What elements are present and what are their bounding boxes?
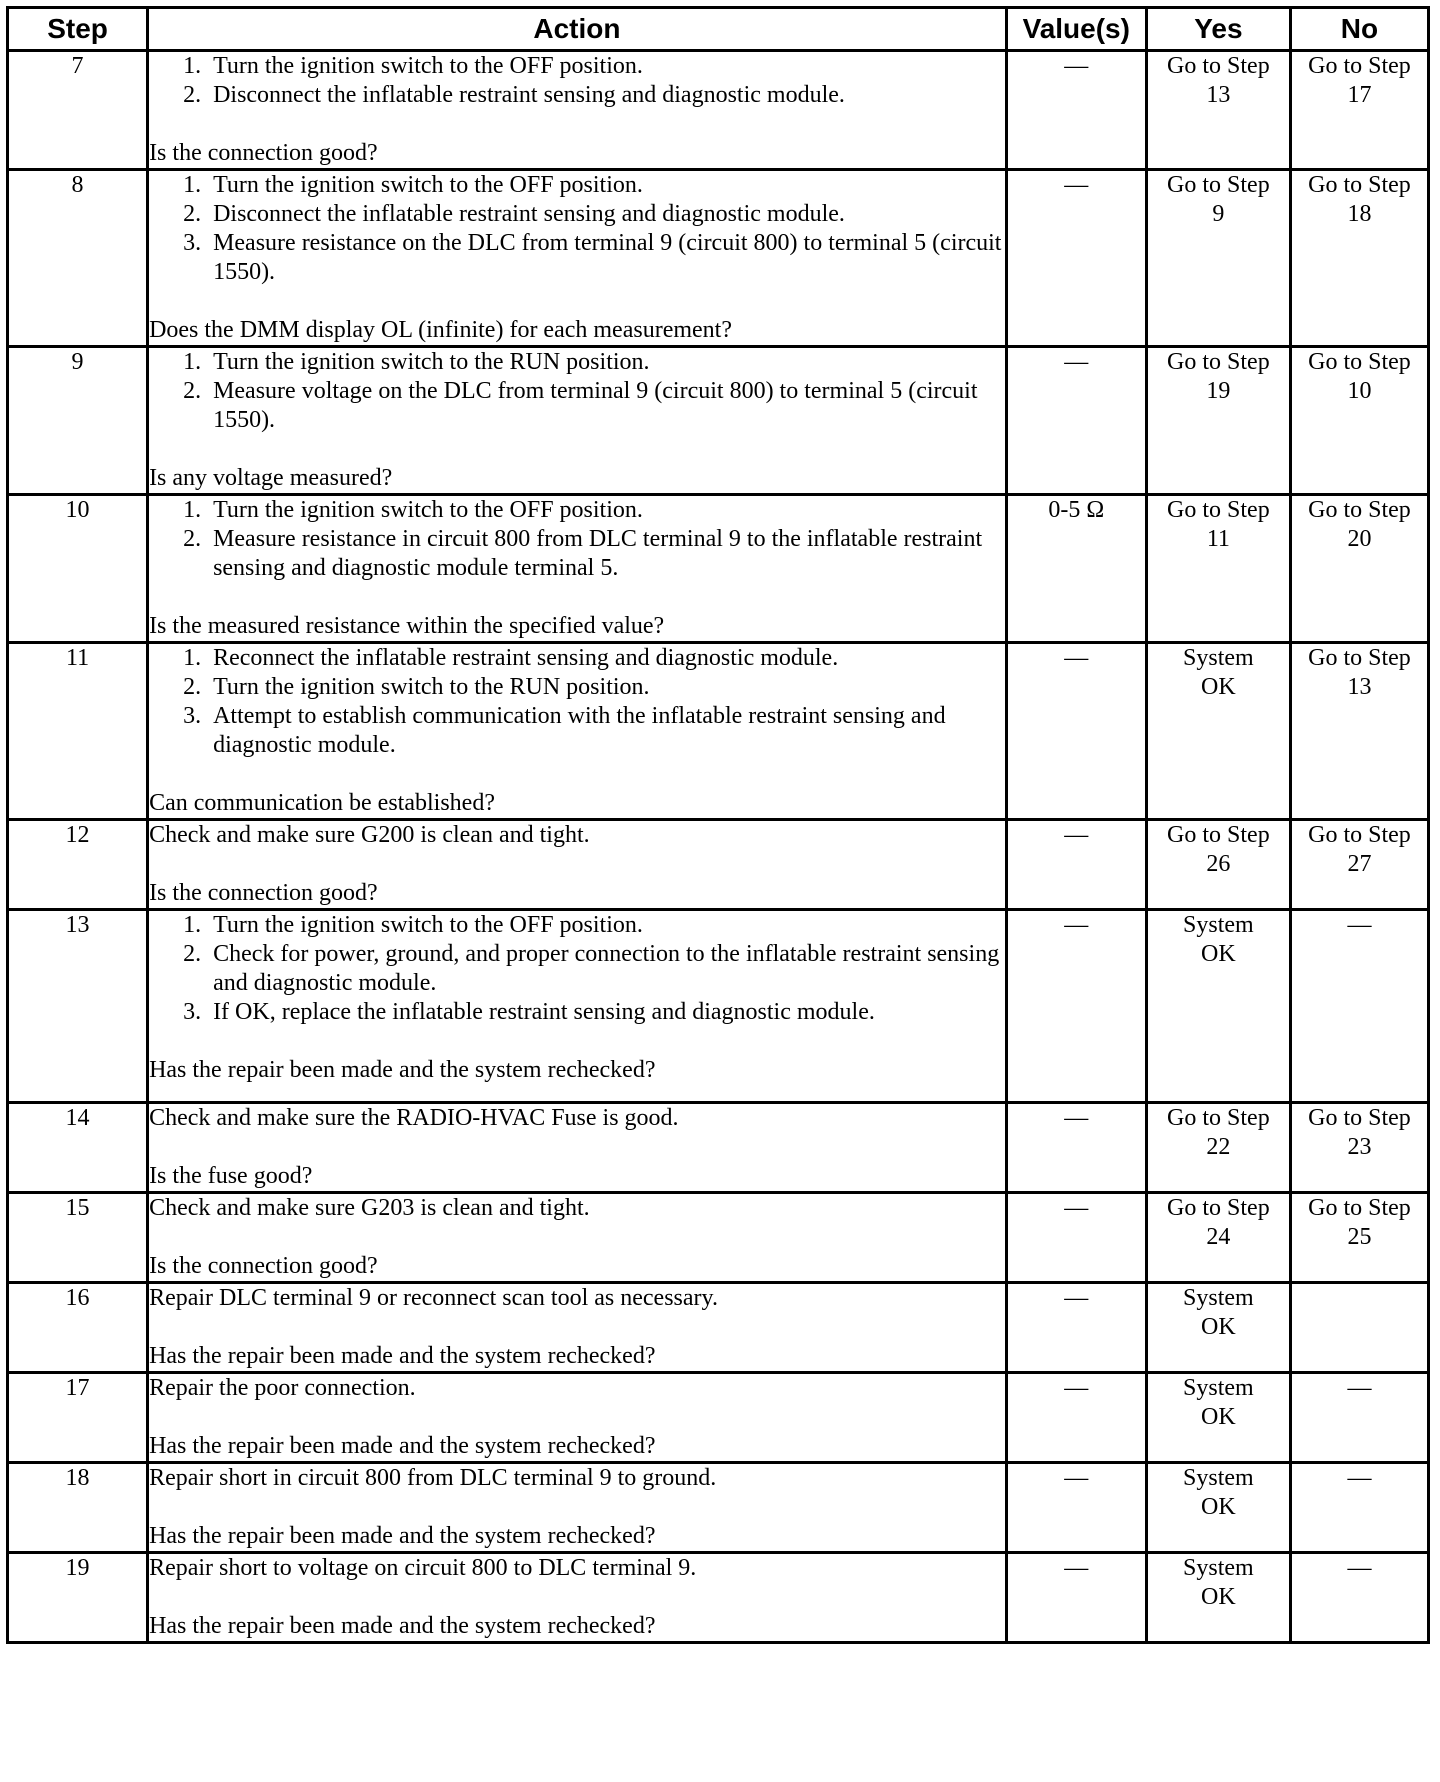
yes-cell	[1146, 495, 1290, 643]
yes-cell	[1146, 170, 1290, 347]
action-cell	[148, 51, 1007, 170]
action-text: Check and make sure the RADIO-HVAC Fuse is good.	[149, 1105, 679, 1131]
action-question: Is the measured resistance within the specified value?	[149, 613, 665, 639]
action-question: Can communication be established?	[149, 790, 495, 816]
action-step-item: 2. Measure resistance in circuit 800 from DLC terminal 9 to the inflatable restraint sensing and diagnostic module terminal 5.	[207, 525, 1005, 583]
no-cell	[1290, 51, 1428, 170]
no-line: Go to Step	[1308, 1195, 1411, 1221]
no-cell	[1290, 1103, 1428, 1193]
yes-cell	[1146, 643, 1290, 820]
no-line: 20	[1347, 526, 1372, 552]
yes-line: OK	[1201, 1584, 1236, 1610]
action-step-item: 1. Turn the ignition switch to the OFF position.	[207, 496, 1005, 525]
yes-line: System	[1183, 1375, 1254, 1401]
value-cell: —	[1006, 1283, 1146, 1373]
table-row	[8, 910, 1429, 1103]
yes-cell	[1146, 1463, 1290, 1553]
yes-line: 13	[1206, 82, 1231, 108]
value-cell: —	[1006, 51, 1146, 170]
no-line: 10	[1347, 378, 1372, 404]
step-number: 12	[8, 820, 148, 910]
yes-line: System	[1183, 645, 1254, 671]
yes-cell	[1146, 1553, 1290, 1643]
action-cell	[148, 170, 1007, 347]
yes-line: System	[1183, 1555, 1254, 1581]
no-cell	[1290, 1193, 1428, 1283]
no-line: Go to Step	[1308, 349, 1411, 375]
action-cell	[148, 347, 1007, 495]
yes-line: Go to Step	[1167, 349, 1270, 375]
no-cell	[1290, 495, 1428, 643]
yes-line: 26	[1206, 851, 1231, 877]
header-no: No	[1290, 8, 1428, 51]
action-question: Has the repair been made and the system rechecked?	[149, 1433, 656, 1459]
action-steps-list	[149, 171, 1005, 287]
yes-line: OK	[1201, 941, 1236, 967]
value-cell: —	[1006, 170, 1146, 347]
yes-cell	[1146, 1193, 1290, 1283]
yes-line: Go to Step	[1167, 822, 1270, 848]
action-steps-list	[149, 348, 1005, 435]
yes-cell	[1146, 1103, 1290, 1193]
no-line: 23	[1347, 1134, 1372, 1160]
step-number: 10	[8, 495, 148, 643]
table-row	[8, 820, 1429, 910]
yes-line: Go to Step	[1167, 1105, 1270, 1131]
action-step-item: 1. Turn the ignition switch to the OFF position.	[207, 171, 1005, 200]
value-cell: —	[1006, 1463, 1146, 1553]
no-line: —	[1347, 1465, 1372, 1491]
action-steps-list	[149, 52, 1005, 110]
step-number: 9	[8, 347, 148, 495]
step-number: 8	[8, 170, 148, 347]
no-line: Go to Step	[1308, 172, 1411, 198]
no-line: —	[1347, 1375, 1372, 1401]
table-row	[8, 1373, 1429, 1463]
table-row	[8, 1463, 1429, 1553]
value-cell: —	[1006, 1193, 1146, 1283]
no-cell	[1290, 910, 1428, 1103]
yes-cell	[1146, 820, 1290, 910]
table-row	[8, 347, 1429, 495]
action-steps-list	[149, 496, 1005, 583]
table-row	[8, 1553, 1429, 1643]
no-line: Go to Step	[1308, 497, 1411, 523]
action-step-item: 1. Turn the ignition switch to the RUN position.	[207, 348, 1005, 377]
value-cell: 0-5 Ω	[1006, 495, 1146, 643]
yes-line: 24	[1206, 1224, 1231, 1250]
action-step-item: 1. Turn the ignition switch to the OFF position.	[207, 911, 1005, 940]
yes-cell	[1146, 1283, 1290, 1373]
yes-line: Go to Step	[1167, 1195, 1270, 1221]
header-values: Value(s)	[1006, 8, 1146, 51]
no-line: —	[1347, 1555, 1372, 1581]
action-question: Does the DMM display OL (infinite) for each measurement?	[149, 317, 732, 343]
diagnostic-table	[6, 6, 1430, 1644]
action-step-item: 2. Disconnect the inflatable restraint sensing and diagnostic module.	[207, 200, 1005, 229]
step-number: 7	[8, 51, 148, 170]
table-row	[8, 1283, 1429, 1373]
table-row	[8, 51, 1429, 170]
table-row	[8, 643, 1429, 820]
action-cell	[148, 495, 1007, 643]
action-steps-list	[149, 644, 1005, 760]
no-cell	[1290, 347, 1428, 495]
value-cell: —	[1006, 1553, 1146, 1643]
yes-line: Go to Step	[1167, 497, 1270, 523]
yes-line: OK	[1201, 1404, 1236, 1430]
no-line: Go to Step	[1308, 53, 1411, 79]
value-cell: —	[1006, 347, 1146, 495]
action-cell	[148, 1283, 1007, 1373]
yes-cell	[1146, 347, 1290, 495]
yes-line: System	[1183, 1465, 1254, 1491]
action-question: Is the connection good?	[149, 140, 378, 166]
no-line: Go to Step	[1308, 822, 1411, 848]
action-step-item: 2. Check for power, ground, and proper connection to the inflatable restraint sensing and diagnostic module.	[207, 940, 1005, 998]
step-number: 19	[8, 1553, 148, 1643]
yes-cell	[1146, 910, 1290, 1103]
no-cell	[1290, 1373, 1428, 1463]
yes-line: 11	[1206, 526, 1230, 552]
yes-line: Go to Step	[1167, 53, 1270, 79]
value-cell: —	[1006, 1103, 1146, 1193]
step-number: 11	[8, 643, 148, 820]
action-step-item: 1. Reconnect the inflatable restraint sensing and diagnostic module.	[207, 644, 1005, 673]
value-cell: —	[1006, 820, 1146, 910]
no-line: 13	[1347, 674, 1372, 700]
action-cell	[148, 1553, 1007, 1643]
step-number: 16	[8, 1283, 148, 1373]
no-line: —	[1347, 912, 1372, 938]
table-row	[8, 1193, 1429, 1283]
yes-cell	[1146, 51, 1290, 170]
action-text: Repair the poor connection.	[149, 1375, 416, 1401]
yes-line: System	[1183, 1285, 1254, 1311]
action-text: Repair short in circuit 800 from DLC terminal 9 to ground.	[149, 1465, 717, 1491]
action-cell	[148, 1193, 1007, 1283]
action-question: Is any voltage measured?	[149, 465, 393, 491]
action-text: Repair DLC terminal 9 or reconnect scan tool as necessary.	[149, 1285, 718, 1311]
step-number: 15	[8, 1193, 148, 1283]
value-cell: —	[1006, 643, 1146, 820]
action-question: Has the repair been made and the system rechecked?	[149, 1057, 656, 1083]
yes-cell	[1146, 1373, 1290, 1463]
action-question: Is the connection good?	[149, 880, 378, 906]
header-row	[8, 8, 1429, 51]
action-step-item: 1. Turn the ignition switch to the OFF position.	[207, 52, 1005, 81]
value-cell: —	[1006, 1373, 1146, 1463]
yes-line: OK	[1201, 1494, 1236, 1520]
action-step-item: 3. Attempt to establish communication with the inflatable restraint sensing and diagnostic module.	[207, 702, 1005, 760]
step-number: 13	[8, 910, 148, 1103]
action-steps-list	[149, 911, 1005, 1027]
action-step-item: 3. Measure resistance on the DLC from terminal 9 (circuit 800) to terminal 5 (circuit 1550).	[207, 229, 1005, 287]
table-body	[8, 51, 1429, 1643]
yes-line: 19	[1206, 378, 1231, 404]
no-line: 27	[1347, 851, 1372, 877]
no-cell	[1290, 1463, 1428, 1553]
action-step-item: 3. If OK, replace the inflatable restraint sensing and diagnostic module.	[207, 998, 1005, 1027]
action-step-item: 2. Turn the ignition switch to the RUN position.	[207, 673, 1005, 702]
step-number: 18	[8, 1463, 148, 1553]
action-question: Has the repair been made and the system rechecked?	[149, 1613, 656, 1639]
action-question: Has the repair been made and the system rechecked?	[149, 1523, 656, 1549]
action-cell	[148, 820, 1007, 910]
action-question: Is the fuse good?	[149, 1163, 313, 1189]
header-action: Action	[148, 8, 1007, 51]
yes-line: OK	[1201, 1314, 1236, 1340]
table-row	[8, 495, 1429, 643]
table-row	[8, 1103, 1429, 1193]
table-row	[8, 170, 1429, 347]
action-step-item: 2. Measure voltage on the DLC from terminal 9 (circuit 800) to terminal 5 (circuit 1550).	[207, 377, 1005, 435]
no-cell	[1290, 820, 1428, 910]
no-cell	[1290, 643, 1428, 820]
step-number: 14	[8, 1103, 148, 1193]
no-cell	[1290, 1553, 1428, 1643]
value-cell: —	[1006, 910, 1146, 1103]
yes-line: OK	[1201, 674, 1236, 700]
yes-line: 9	[1212, 201, 1225, 227]
action-text: Repair short to voltage on circuit 800 to DLC terminal 9.	[149, 1555, 697, 1581]
action-cell	[148, 1103, 1007, 1193]
action-cell	[148, 1463, 1007, 1553]
no-line: 18	[1347, 201, 1372, 227]
action-text: Check and make sure G200 is clean and tight.	[149, 822, 590, 848]
yes-line: 22	[1206, 1134, 1231, 1160]
no-line: Go to Step	[1308, 645, 1411, 671]
action-question: Has the repair been made and the system rechecked?	[149, 1343, 656, 1369]
yes-line: System	[1183, 912, 1254, 938]
header-yes: Yes	[1146, 8, 1290, 51]
action-text: Check and make sure G203 is clean and tight.	[149, 1195, 590, 1221]
action-cell	[148, 643, 1007, 820]
header-step: Step	[8, 8, 148, 51]
step-number: 17	[8, 1373, 148, 1463]
action-cell	[148, 910, 1007, 1103]
yes-line: Go to Step	[1167, 172, 1270, 198]
no-line: Go to Step	[1308, 1105, 1411, 1131]
no-line: 17	[1347, 82, 1372, 108]
action-cell	[148, 1373, 1007, 1463]
action-step-item: 2. Disconnect the inflatable restraint sensing and diagnostic module.	[207, 81, 1005, 110]
no-cell	[1290, 1283, 1428, 1373]
no-line: 25	[1347, 1224, 1372, 1250]
no-cell	[1290, 170, 1428, 347]
action-question: Is the connection good?	[149, 1253, 378, 1279]
